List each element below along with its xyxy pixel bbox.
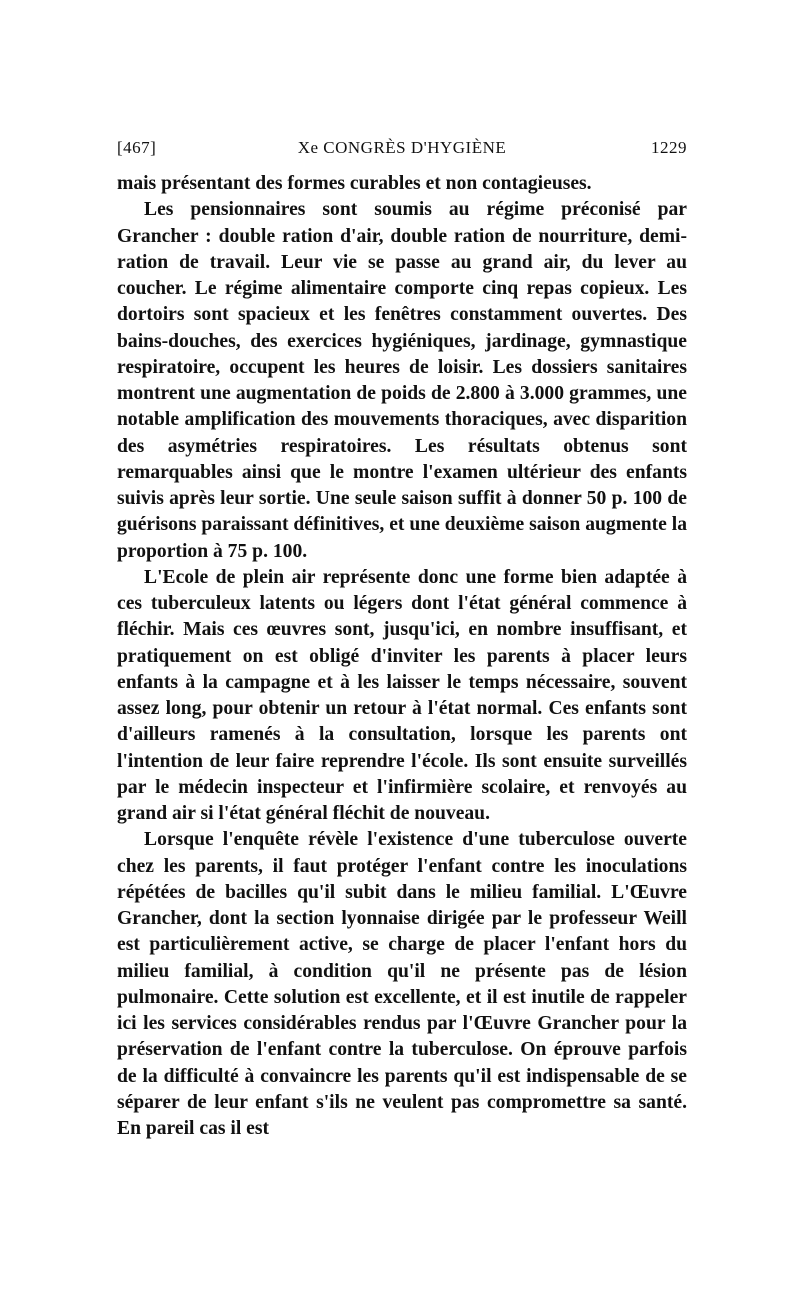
running-head-title: Xe CONGRÈS D'HYGIÈNE — [297, 138, 507, 157]
section-number: [467] — [117, 138, 157, 157]
paragraph-continuation: mais présentant des formes curables et non contagieuses. — [117, 173, 592, 194]
running-head — [117, 138, 687, 162]
page-number: 1229 — [651, 138, 687, 157]
paragraph-pensionnaires: Les pensionnaires sont soumis au régime préconisé par Grancher : double ration d'air, double ration de nourriture, demi-ration de travail. Leur vie se passe au grand air, du lever au coucher. Le régime alimentaire comporte cinq repas copieux. Les dortoirs sont spacieux et les fenêtres constamment ouvertes. Des bains-douches, des exercices hygiéniques, jardinage, gymnastique respiratoire, occupent les heures de loisir. Les dossiers sanitaires montrent une augmentation de poids de 2.800 à 3.000 grammes, une notable amplification des mouvements thoraciques, avec disparition des asymétries respiratoires. Les résultats obtenus sont remarquables ainsi que le montre l'examen ultérieur des enfants suivis après leur sortie. Une seule saison suffit à donner 50 p. 100 de guérisons paraissant définitives, et une deuxième saison augmente la proportion à 75 p. 100. — [117, 199, 687, 562]
body-text — [117, 171, 687, 1142]
paragraph-ecole-plein-air: L'Ecole de plein air représente donc une forme bien adaptée à ces tuberculeux latents ou légers dont l'état général commence à fléchir. Mais ces œuvres sont, jusqu'ici, en nombre insuffisant, et pratiquement on est obligé d'inviter les parents à placer leurs enfants à la campagne et à les laisser le temps nécessaire, souvent assez long, pour obtenir un retour à l'état normal. Ces enfants sont d'ailleurs ramenés à la consultation, lorsque les parents ont l'intention de leur faire reprendre l'école. Ils sont ensuite surveillés par le médecin inspecteur et l'infirmière scolaire, et renvoyés au grand air si l'état général fléchit de nouveau. — [117, 566, 687, 824]
paragraph-tuberculose-ouverte: Lorsque l'enquête révèle l'existence d'une tuberculose ouverte chez les parents, il faut protéger l'enfant contre les inoculations répétées de bacilles qu'il subit dans le milieu familial. L'Œuvre Grancher, dont la section lyonnaise dirigée par le professeur Weill est particulièrement active, se charge de placer l'enfant hors du milieu familial, à condition qu'il ne présente pas de lésion pulmonaire. Cette solution est excellente, et il est inutile de rappeler ici les services considérables rendus par l'Œuvre Grancher pour la préservation de l'enfant contre la tuberculose. On éprouve parfois de la difficulté à convaincre les parents qu'il est indispensable de se séparer de leur enfant s'ils ne veulent pas compromettre sa santé. En pareil cas il est — [117, 829, 687, 1139]
